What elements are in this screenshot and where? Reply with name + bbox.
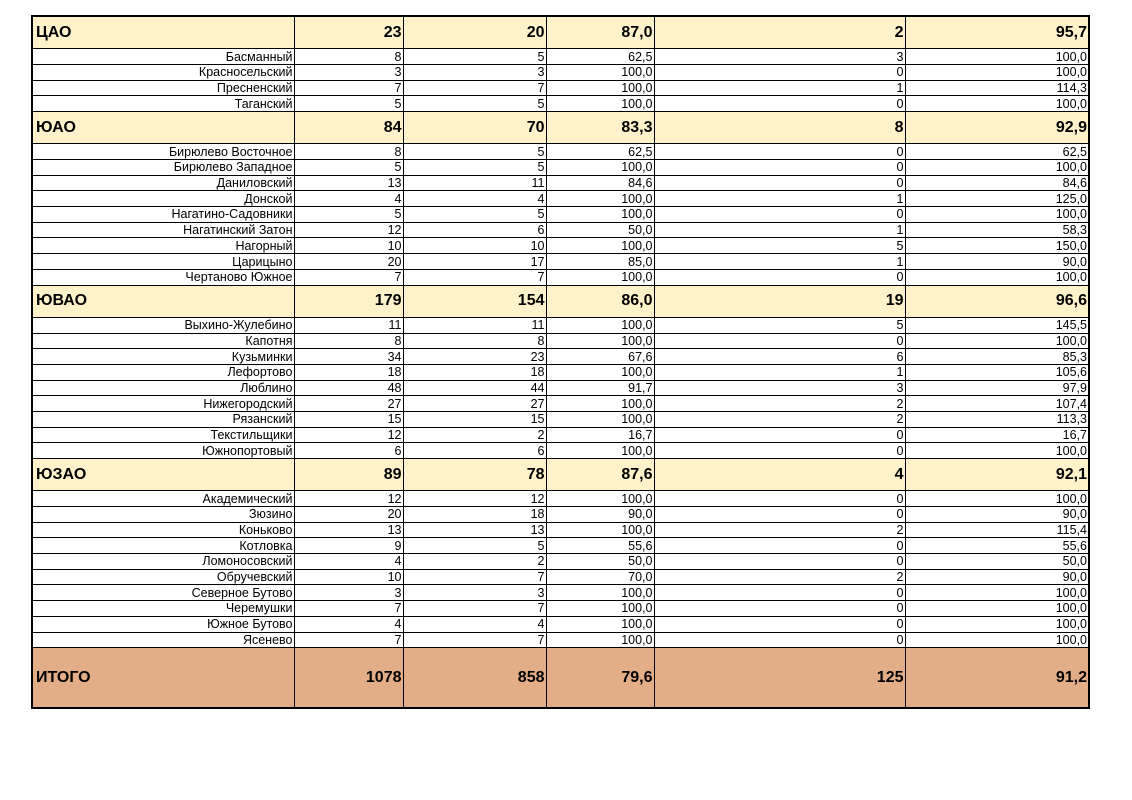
table-row bbox=[32, 222, 1089, 238]
value-cell: 50,0 bbox=[546, 222, 654, 238]
row-label: ЮЗАО bbox=[32, 459, 294, 491]
row-label: Лефортово bbox=[32, 364, 294, 380]
value-cell: 10 bbox=[403, 238, 546, 254]
row-label: Обручевский bbox=[32, 569, 294, 585]
value-cell: 7 bbox=[294, 80, 403, 96]
value-cell: 15 bbox=[294, 411, 403, 427]
value-cell: 125 bbox=[654, 648, 905, 709]
value-cell: 15 bbox=[403, 411, 546, 427]
value-cell: 5 bbox=[294, 96, 403, 112]
value-cell: 97,9 bbox=[905, 380, 1089, 396]
value-cell: 84 bbox=[294, 112, 403, 144]
table-row bbox=[32, 411, 1089, 427]
value-cell: 1 bbox=[654, 364, 905, 380]
row-label: Северное Бутово bbox=[32, 585, 294, 601]
value-cell: 12 bbox=[294, 491, 403, 507]
value-cell: 4 bbox=[294, 554, 403, 570]
value-cell: 91,2 bbox=[905, 648, 1089, 709]
row-label: Бирюлево Восточное bbox=[32, 144, 294, 160]
value-cell: 6 bbox=[654, 349, 905, 365]
row-label: Донской bbox=[32, 191, 294, 207]
row-label: Нагатино-Садовники bbox=[32, 207, 294, 223]
value-cell: 23 bbox=[403, 349, 546, 365]
value-cell: 7 bbox=[403, 601, 546, 617]
value-cell: 5 bbox=[654, 317, 905, 333]
row-label: Даниловский bbox=[32, 175, 294, 191]
value-cell: 70 bbox=[403, 112, 546, 144]
row-label: Красносельский bbox=[32, 64, 294, 80]
table-row bbox=[32, 554, 1089, 570]
value-cell: 27 bbox=[294, 396, 403, 412]
value-cell: 100,0 bbox=[546, 160, 654, 176]
value-cell: 0 bbox=[654, 269, 905, 285]
value-cell: 100,0 bbox=[905, 601, 1089, 617]
value-cell: 4 bbox=[294, 191, 403, 207]
value-cell: 7 bbox=[294, 269, 403, 285]
row-label: ЮАО bbox=[32, 112, 294, 144]
value-cell: 4 bbox=[294, 616, 403, 632]
value-cell: 78 bbox=[403, 459, 546, 491]
row-label: Котловка bbox=[32, 538, 294, 554]
value-cell: 13 bbox=[294, 175, 403, 191]
table-row bbox=[32, 632, 1089, 648]
value-cell: 179 bbox=[294, 285, 403, 317]
value-cell: 50,0 bbox=[905, 554, 1089, 570]
value-cell: 100,0 bbox=[546, 396, 654, 412]
value-cell: 13 bbox=[403, 522, 546, 538]
row-label: Капотня bbox=[32, 333, 294, 349]
value-cell: 4 bbox=[403, 616, 546, 632]
row-label: ЦАО bbox=[32, 16, 294, 49]
value-cell: 100,0 bbox=[905, 443, 1089, 459]
value-cell: 19 bbox=[654, 285, 905, 317]
value-cell: 150,0 bbox=[905, 238, 1089, 254]
value-cell: 100,0 bbox=[905, 96, 1089, 112]
value-cell: 100,0 bbox=[546, 411, 654, 427]
value-cell: 100,0 bbox=[546, 364, 654, 380]
value-cell: 0 bbox=[654, 144, 905, 160]
table-row bbox=[32, 616, 1089, 632]
value-cell: 7 bbox=[403, 569, 546, 585]
row-label: Нагорный bbox=[32, 238, 294, 254]
value-cell: 91,7 bbox=[546, 380, 654, 396]
value-cell: 113,3 bbox=[905, 411, 1089, 427]
row-label: Пресненский bbox=[32, 80, 294, 96]
value-cell: 79,6 bbox=[546, 648, 654, 709]
value-cell: 20 bbox=[294, 507, 403, 523]
value-cell: 0 bbox=[654, 554, 905, 570]
value-cell: 90,0 bbox=[905, 254, 1089, 270]
value-cell: 107,4 bbox=[905, 396, 1089, 412]
table-row bbox=[32, 538, 1089, 554]
value-cell: 62,5 bbox=[546, 49, 654, 65]
value-cell: 90,0 bbox=[905, 569, 1089, 585]
value-cell: 10 bbox=[294, 238, 403, 254]
value-cell: 5 bbox=[654, 238, 905, 254]
value-cell: 0 bbox=[654, 427, 905, 443]
value-cell: 0 bbox=[654, 160, 905, 176]
table-row bbox=[32, 443, 1089, 459]
table-row bbox=[32, 80, 1089, 96]
value-cell: 9 bbox=[294, 538, 403, 554]
value-cell: 12 bbox=[403, 491, 546, 507]
group-row bbox=[32, 459, 1089, 491]
value-cell: 100,0 bbox=[546, 317, 654, 333]
value-cell: 2 bbox=[403, 554, 546, 570]
value-cell: 8 bbox=[403, 333, 546, 349]
value-cell: 5 bbox=[294, 207, 403, 223]
row-label: Южное Бутово bbox=[32, 616, 294, 632]
table-row bbox=[32, 64, 1089, 80]
value-cell: 58,3 bbox=[905, 222, 1089, 238]
value-cell: 100,0 bbox=[905, 491, 1089, 507]
row-label: Коньково bbox=[32, 522, 294, 538]
group-row bbox=[32, 112, 1089, 144]
table-body bbox=[32, 16, 1089, 708]
value-cell: 100,0 bbox=[546, 443, 654, 459]
value-cell: 2 bbox=[654, 522, 905, 538]
value-cell: 92,1 bbox=[905, 459, 1089, 491]
value-cell: 6 bbox=[294, 443, 403, 459]
value-cell: 90,0 bbox=[905, 507, 1089, 523]
value-cell: 100,0 bbox=[905, 585, 1089, 601]
value-cell: 5 bbox=[403, 49, 546, 65]
value-cell: 100,0 bbox=[546, 333, 654, 349]
row-label: Люблино bbox=[32, 380, 294, 396]
value-cell: 62,5 bbox=[546, 144, 654, 160]
value-cell: 100,0 bbox=[546, 96, 654, 112]
value-cell: 70,0 bbox=[546, 569, 654, 585]
table-row bbox=[32, 585, 1089, 601]
total-row bbox=[32, 648, 1089, 709]
row-label: ИТОГО bbox=[32, 648, 294, 709]
value-cell: 85,0 bbox=[546, 254, 654, 270]
row-label: Выхино-Жулебино bbox=[32, 317, 294, 333]
table-row bbox=[32, 427, 1089, 443]
row-label: Ломоносовский bbox=[32, 554, 294, 570]
value-cell: 83,3 bbox=[546, 112, 654, 144]
value-cell: 96,6 bbox=[905, 285, 1089, 317]
value-cell: 0 bbox=[654, 538, 905, 554]
value-cell: 100,0 bbox=[905, 616, 1089, 632]
group-row bbox=[32, 285, 1089, 317]
value-cell: 0 bbox=[654, 601, 905, 617]
row-label: Южнопортовый bbox=[32, 443, 294, 459]
value-cell: 12 bbox=[294, 222, 403, 238]
value-cell: 95,7 bbox=[905, 16, 1089, 49]
value-cell: 0 bbox=[654, 507, 905, 523]
value-cell: 8 bbox=[294, 144, 403, 160]
value-cell: 2 bbox=[654, 569, 905, 585]
group-row bbox=[32, 16, 1089, 49]
value-cell: 20 bbox=[294, 254, 403, 270]
row-label: Рязанский bbox=[32, 411, 294, 427]
value-cell: 100,0 bbox=[905, 64, 1089, 80]
value-cell: 84,6 bbox=[905, 175, 1089, 191]
value-cell: 87,0 bbox=[546, 16, 654, 49]
table-row bbox=[32, 175, 1089, 191]
value-cell: 7 bbox=[294, 601, 403, 617]
row-label: Царицыно bbox=[32, 254, 294, 270]
value-cell: 105,6 bbox=[905, 364, 1089, 380]
value-cell: 7 bbox=[294, 632, 403, 648]
value-cell: 125,0 bbox=[905, 191, 1089, 207]
table-row bbox=[32, 49, 1089, 65]
value-cell: 6 bbox=[403, 222, 546, 238]
value-cell: 16,7 bbox=[905, 427, 1089, 443]
value-cell: 4 bbox=[403, 191, 546, 207]
value-cell: 55,6 bbox=[905, 538, 1089, 554]
value-cell: 100,0 bbox=[546, 522, 654, 538]
value-cell: 50,0 bbox=[546, 554, 654, 570]
row-label: Черемушки bbox=[32, 601, 294, 617]
value-cell: 0 bbox=[654, 207, 905, 223]
value-cell: 18 bbox=[294, 364, 403, 380]
row-label: Таганский bbox=[32, 96, 294, 112]
value-cell: 18 bbox=[403, 364, 546, 380]
row-label: Ясенево bbox=[32, 632, 294, 648]
value-cell: 100,0 bbox=[546, 491, 654, 507]
value-cell: 100,0 bbox=[905, 269, 1089, 285]
row-label: Академический bbox=[32, 491, 294, 507]
table-row bbox=[32, 380, 1089, 396]
table-row bbox=[32, 507, 1089, 523]
value-cell: 8 bbox=[294, 49, 403, 65]
value-cell: 11 bbox=[403, 175, 546, 191]
table-row bbox=[32, 207, 1089, 223]
row-label: Зюзино bbox=[32, 507, 294, 523]
value-cell: 5 bbox=[403, 207, 546, 223]
table-row bbox=[32, 317, 1089, 333]
value-cell: 8 bbox=[294, 333, 403, 349]
value-cell: 145,5 bbox=[905, 317, 1089, 333]
value-cell: 0 bbox=[654, 443, 905, 459]
value-cell: 100,0 bbox=[905, 632, 1089, 648]
value-cell: 23 bbox=[294, 16, 403, 49]
value-cell: 4 bbox=[654, 459, 905, 491]
value-cell: 27 bbox=[403, 396, 546, 412]
value-cell: 3 bbox=[294, 585, 403, 601]
row-label: Басманный bbox=[32, 49, 294, 65]
value-cell: 7 bbox=[403, 269, 546, 285]
value-cell: 85,3 bbox=[905, 349, 1089, 365]
table-row bbox=[32, 269, 1089, 285]
value-cell: 2 bbox=[654, 411, 905, 427]
row-label: ЮВАО bbox=[32, 285, 294, 317]
value-cell: 10 bbox=[294, 569, 403, 585]
value-cell: 100,0 bbox=[546, 80, 654, 96]
row-label: Нижегородский bbox=[32, 396, 294, 412]
value-cell: 20 bbox=[403, 16, 546, 49]
row-label: Нагатинский Затон bbox=[32, 222, 294, 238]
value-cell: 3 bbox=[294, 64, 403, 80]
value-cell: 115,4 bbox=[905, 522, 1089, 538]
value-cell: 100,0 bbox=[546, 191, 654, 207]
value-cell: 62,5 bbox=[905, 144, 1089, 160]
value-cell: 84,6 bbox=[546, 175, 654, 191]
value-cell: 100,0 bbox=[905, 333, 1089, 349]
value-cell: 5 bbox=[403, 538, 546, 554]
value-cell: 12 bbox=[294, 427, 403, 443]
table-row bbox=[32, 333, 1089, 349]
value-cell: 5 bbox=[403, 144, 546, 160]
table-row bbox=[32, 191, 1089, 207]
value-cell: 34 bbox=[294, 349, 403, 365]
value-cell: 8 bbox=[654, 112, 905, 144]
district-stats-table bbox=[31, 15, 1090, 709]
value-cell: 858 bbox=[403, 648, 546, 709]
value-cell: 55,6 bbox=[546, 538, 654, 554]
value-cell: 0 bbox=[654, 585, 905, 601]
value-cell: 3 bbox=[654, 49, 905, 65]
value-cell: 0 bbox=[654, 64, 905, 80]
value-cell: 5 bbox=[403, 160, 546, 176]
table-row bbox=[32, 364, 1089, 380]
value-cell: 11 bbox=[403, 317, 546, 333]
table-row bbox=[32, 396, 1089, 412]
value-cell: 1078 bbox=[294, 648, 403, 709]
value-cell: 2 bbox=[654, 16, 905, 49]
value-cell: 100,0 bbox=[546, 601, 654, 617]
row-label: Бирюлево Западное bbox=[32, 160, 294, 176]
value-cell: 114,3 bbox=[905, 80, 1089, 96]
value-cell: 1 bbox=[654, 222, 905, 238]
value-cell: 100,0 bbox=[546, 238, 654, 254]
row-label: Текстильщики bbox=[32, 427, 294, 443]
value-cell: 100,0 bbox=[546, 616, 654, 632]
value-cell: 89 bbox=[294, 459, 403, 491]
value-cell: 0 bbox=[654, 333, 905, 349]
table-row bbox=[32, 522, 1089, 538]
value-cell: 0 bbox=[654, 175, 905, 191]
value-cell: 1 bbox=[654, 254, 905, 270]
value-cell: 18 bbox=[403, 507, 546, 523]
table-row bbox=[32, 96, 1089, 112]
value-cell: 100,0 bbox=[546, 64, 654, 80]
value-cell: 100,0 bbox=[546, 207, 654, 223]
table-row bbox=[32, 349, 1089, 365]
value-cell: 2 bbox=[654, 396, 905, 412]
value-cell: 86,0 bbox=[546, 285, 654, 317]
value-cell: 2 bbox=[403, 427, 546, 443]
value-cell: 100,0 bbox=[546, 269, 654, 285]
value-cell: 0 bbox=[654, 96, 905, 112]
value-cell: 7 bbox=[403, 632, 546, 648]
value-cell: 1 bbox=[654, 191, 905, 207]
table-row bbox=[32, 160, 1089, 176]
row-label: Чертаново Южное bbox=[32, 269, 294, 285]
value-cell: 87,6 bbox=[546, 459, 654, 491]
value-cell: 92,9 bbox=[905, 112, 1089, 144]
value-cell: 100,0 bbox=[905, 49, 1089, 65]
value-cell: 100,0 bbox=[905, 160, 1089, 176]
value-cell: 67,6 bbox=[546, 349, 654, 365]
value-cell: 90,0 bbox=[546, 507, 654, 523]
value-cell: 6 bbox=[403, 443, 546, 459]
value-cell: 100,0 bbox=[905, 207, 1089, 223]
value-cell: 48 bbox=[294, 380, 403, 396]
table-row bbox=[32, 601, 1089, 617]
row-label: Кузьминки bbox=[32, 349, 294, 365]
value-cell: 3 bbox=[654, 380, 905, 396]
table-row bbox=[32, 491, 1089, 507]
value-cell: 5 bbox=[294, 160, 403, 176]
value-cell: 7 bbox=[403, 80, 546, 96]
value-cell: 100,0 bbox=[546, 585, 654, 601]
table-row bbox=[32, 144, 1089, 160]
value-cell: 0 bbox=[654, 491, 905, 507]
value-cell: 5 bbox=[403, 96, 546, 112]
value-cell: 3 bbox=[403, 64, 546, 80]
value-cell: 13 bbox=[294, 522, 403, 538]
value-cell: 0 bbox=[654, 616, 905, 632]
value-cell: 0 bbox=[654, 632, 905, 648]
value-cell: 17 bbox=[403, 254, 546, 270]
value-cell: 100,0 bbox=[546, 632, 654, 648]
value-cell: 1 bbox=[654, 80, 905, 96]
table-row bbox=[32, 238, 1089, 254]
value-cell: 154 bbox=[403, 285, 546, 317]
value-cell: 11 bbox=[294, 317, 403, 333]
value-cell: 3 bbox=[403, 585, 546, 601]
table-row bbox=[32, 254, 1089, 270]
value-cell: 16,7 bbox=[546, 427, 654, 443]
table-row bbox=[32, 569, 1089, 585]
value-cell: 44 bbox=[403, 380, 546, 396]
